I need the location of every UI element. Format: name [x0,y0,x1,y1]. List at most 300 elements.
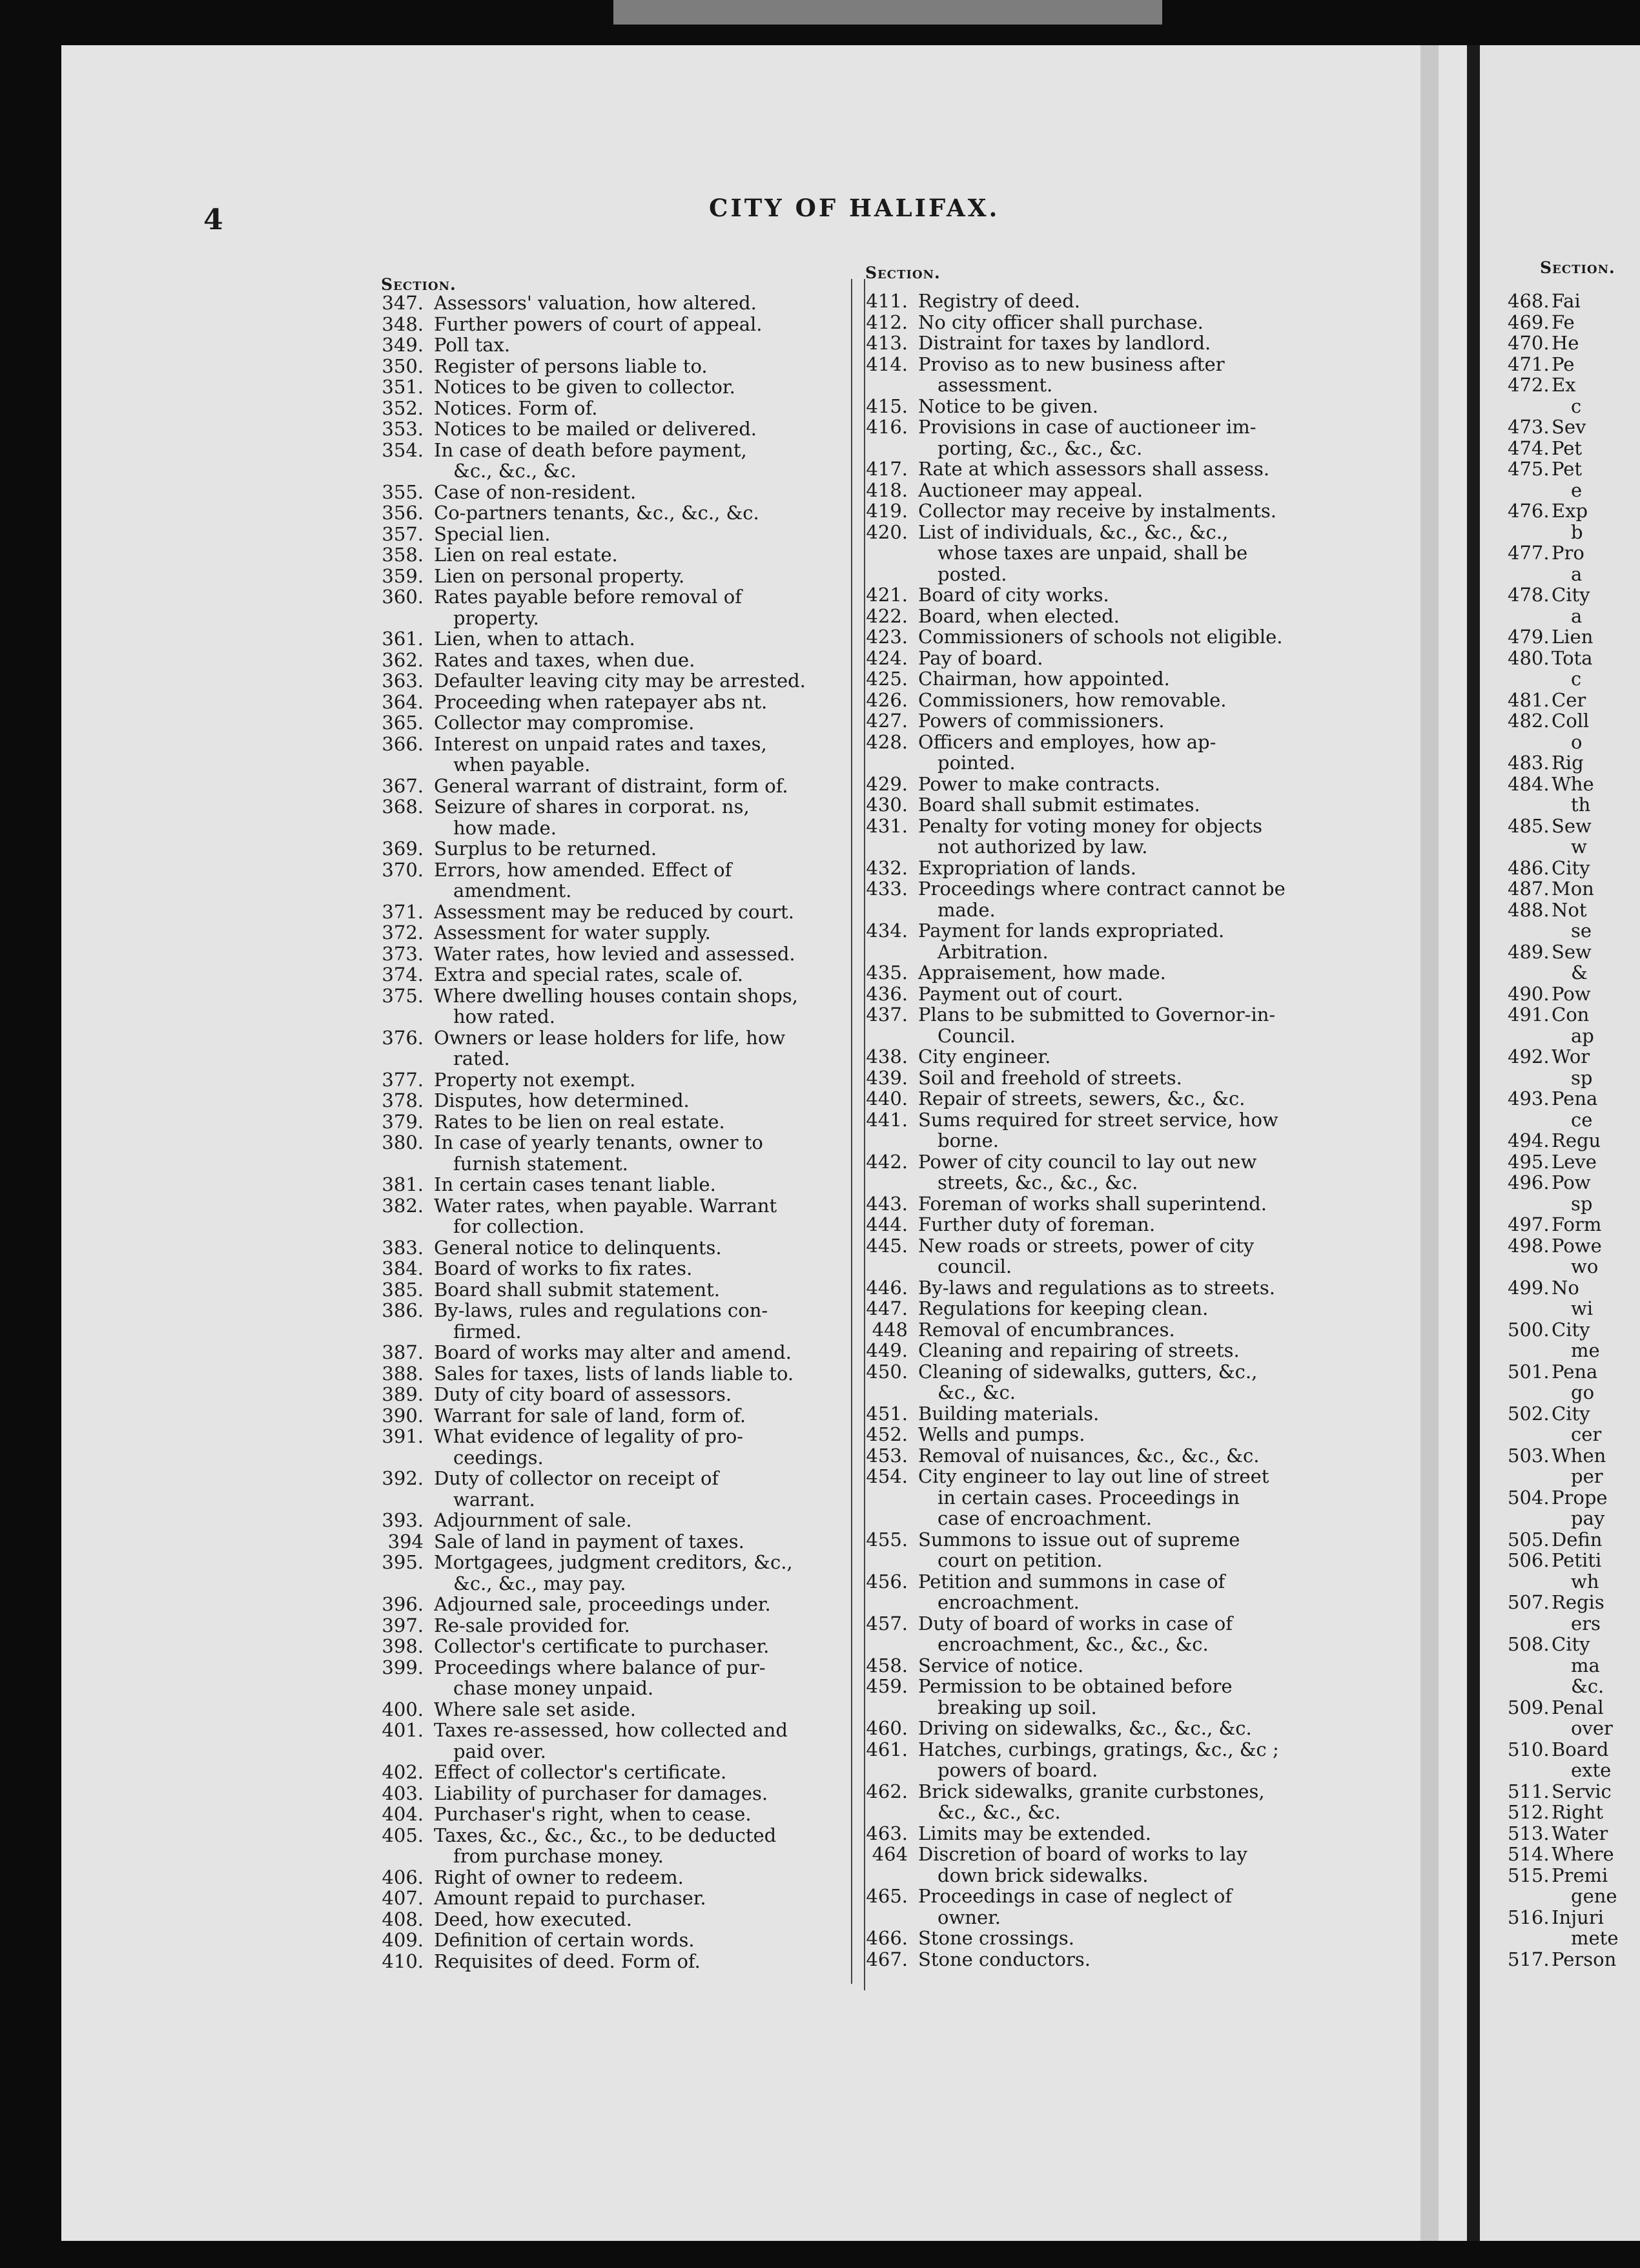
section-title-line: Cleaning and repairing of streets. [918,1340,1240,1361]
section-title-line: Premi [1552,1864,1608,1886]
section-title-line: Proceedings where contract cannot be [918,878,1286,900]
section-entry [1508,1130,1640,1151]
section-entry [1508,1214,1640,1235]
section-title [918,333,1346,354]
section-title [434,440,862,482]
section-entry [865,1466,1346,1529]
section-entry [381,398,862,419]
section-entry [1508,1550,1640,1592]
section-title-line: Leve [1552,1151,1597,1172]
section-entry [1508,626,1640,648]
section-title-line: Discretion of board of works to lay [918,1844,1247,1865]
section-number: 490. [1508,982,1550,1005]
section-title [1552,354,1640,375]
section-entry [865,920,1346,962]
section-title [1552,878,1640,900]
section-entry [381,1951,862,1972]
section-number: 393. [382,1509,424,1531]
section-entry [381,1426,862,1468]
section-title-line: Co-partners tenants, &c., &c., &c. [434,502,759,524]
section-title-line: City [1552,857,1590,878]
section-title [434,670,862,692]
section-title-continuation: over [1571,1717,1613,1739]
section-number: 408. [382,1908,424,1930]
section-entry [381,1300,862,1342]
section-title-line: What evidence of legality of pro- [434,1426,744,1447]
section-title [434,1531,862,1552]
section-entry [865,1319,1346,1341]
section-title [918,606,1346,627]
section-number: 350. [382,355,424,377]
section-title-line: Service of notice. [918,1655,1084,1676]
section-title [918,1004,1346,1046]
section-number: 359. [382,564,424,587]
section-number: 388. [382,1362,424,1385]
section-number: 419. [866,500,908,522]
section-number: 354. [382,438,424,461]
section-title-line: Appraisement, how made. [918,962,1166,984]
section-number: 414. [866,353,908,375]
section-number: 381. [382,1173,424,1195]
section-title-line: Exp [1552,500,1588,522]
section-title [434,1090,862,1111]
section-title [434,1594,862,1615]
section-title-line: Plans to be submitted to Governor-in- [918,1004,1276,1026]
section-title [918,522,1346,585]
section-title [918,1046,1346,1067]
section-entry [1508,1949,1640,1970]
section-title [918,816,1346,858]
section-title [434,482,862,503]
section-entry [381,1342,862,1363]
section-title [918,1844,1346,1886]
section-number: 478. [1508,584,1550,606]
section-title [1552,459,1640,500]
section-title [918,984,1346,1005]
section-number: 357. [382,522,424,545]
section-title [434,1825,862,1867]
section-title [918,668,1346,690]
section-entry [1508,1004,1640,1046]
section-title [434,1174,862,1195]
section-title-line: Mortgagees, judgment creditors, &c., [434,1552,793,1573]
section-entry [865,1739,1346,1781]
section-title-continuation: rated. [453,1047,510,1069]
section-entry [381,712,862,734]
section-entry [381,586,862,628]
section-title-line: Rates payable before removal of [434,586,742,608]
section-entry [1508,752,1640,774]
section-title [918,962,1346,984]
section-number: 365. [382,712,424,734]
section-title [918,291,1346,312]
section-title [434,1384,862,1405]
section-entry [865,354,1346,396]
section-number: 481. [1508,688,1550,711]
section-entry [381,1699,862,1720]
section-title [1552,1487,1640,1529]
section-title-continuation: &c., &c., may pay. [453,1572,626,1594]
section-number: 491. [1508,1004,1550,1026]
section-entry [1508,858,1640,879]
section-number: 432. [866,856,908,879]
section-title-line: Sew [1552,815,1592,837]
section-title-line: Case of non-resident. [434,481,637,502]
section-title-line: Ex [1552,375,1576,396]
section-number: 473. [1508,416,1550,438]
section-entry [381,1720,862,1762]
section-number: 424. [866,646,908,669]
section-title-line: Powers of commissioners. [918,710,1165,732]
section-title-continuation: pay [1571,1507,1605,1529]
section-title-line: General warrant of distraint, form of. [434,775,788,796]
section-entry [865,1046,1346,1067]
section-entry [865,1529,1346,1571]
section-title-continuation: c [1571,395,1582,417]
section-title-line: City engineer to lay out line of street [918,1466,1269,1487]
section-number: 462. [866,1780,908,1802]
section-title [1552,1592,1640,1634]
section-number: 403. [382,1782,424,1804]
section-title [918,1109,1346,1151]
section-title [918,312,1346,333]
section-title-line: General notice to delinquents. [434,1237,722,1258]
section-title-line: Board, when elected. [918,605,1120,626]
section-title-line: When [1552,1445,1606,1467]
section-number: 436. [866,982,908,1005]
section-title-line: Fai [1552,291,1581,312]
section-number: 452. [866,1423,908,1445]
section-entry [1508,1277,1640,1319]
section-entry [381,1594,862,1615]
section-title [1552,542,1640,584]
section-title [918,920,1346,962]
section-title-line: City [1552,1634,1590,1655]
section-title [918,1151,1346,1193]
section-title-continuation: &c. [1571,1675,1604,1697]
section-entry [381,524,862,545]
section-entry [1508,816,1640,858]
section-title-continuation: go [1571,1381,1595,1403]
section-title [434,1300,862,1342]
section-number: 363. [382,670,424,692]
section-number: 397. [382,1614,424,1636]
section-title [434,1342,862,1363]
section-title-line: City [1552,1319,1590,1341]
section-number: 443. [866,1192,908,1215]
section-title [434,376,862,398]
section-number: 503. [1508,1444,1550,1467]
section-title [1552,333,1640,354]
section-number: 505. [1508,1528,1550,1551]
section-number: 444. [866,1213,908,1235]
section-number: 488. [1508,898,1550,921]
section-title [1552,690,1640,711]
section-entry [381,1531,862,1552]
section-entry [1508,1046,1640,1088]
section-title-continuation: ap [1571,1024,1594,1046]
section-entry [865,710,1346,732]
section-title-line: Surplus to be returned. [434,838,657,860]
section-number: 372. [382,922,424,943]
section-title-line: Payment for lands expropriated. [918,920,1225,942]
section-title-line: Notices to be mailed or delivered. [434,418,757,440]
section-title-line: Assessors' valuation, how altered. [434,293,757,314]
section-number: 502. [1508,1402,1550,1425]
section-title-line: Definition of certain words. [434,1930,695,1951]
section-title-line: Brick sidewalks, granite curbstones, [918,1780,1265,1802]
section-title-line: Assessment may be reduced by court. [434,901,794,922]
section-entry [865,1109,1346,1151]
section-number: 487. [1508,878,1550,900]
section-entry [865,500,1346,522]
page-edge [1420,45,1439,2241]
section-title-line: Petiti [1552,1550,1602,1571]
section-entry [865,312,1346,333]
section-title [918,1529,1346,1571]
section-entry [1508,1907,1640,1949]
section-title-line: Right of owner to redeem. [434,1866,684,1888]
section-number: 396. [382,1593,424,1615]
section-title-line: Errors, how amended. Effect of [434,859,732,881]
section-title-line: In case of death before payment, [434,439,747,461]
section-entry [1508,1634,1640,1697]
section-title [434,1258,862,1279]
section-entry [381,482,862,503]
section-title-line: Collector may compromise. [434,712,695,734]
section-title [434,1867,862,1888]
section-title-continuation: a [1571,604,1583,626]
top-dark-strip [613,0,1162,25]
section-entry [381,1069,862,1091]
section-title-line: Injuri [1552,1906,1604,1928]
section-title [918,858,1346,879]
section-title-continuation: chase money unpaid. [453,1677,654,1699]
section-title-line: City [1552,584,1590,606]
section-title-line: Lien on personal property. [434,565,685,586]
section-number: 464 [872,1843,908,1865]
section-entry [1508,1172,1640,1214]
section-title [1552,312,1640,333]
section-entry [381,1237,862,1259]
section-entry [1508,333,1640,354]
section-entry [1508,1865,1640,1907]
section-entry [381,902,862,923]
section-title [434,566,862,587]
section-entry [1508,1781,1640,1802]
section-entry [865,816,1346,858]
section-number: 468. [1508,290,1550,312]
section-title [434,398,862,419]
section-title [434,964,862,985]
section-title [434,335,862,356]
section-entry [865,291,1346,312]
section-title-continuation: wo [1571,1255,1599,1277]
section-title [434,1930,862,1951]
section-title [918,354,1346,396]
section-title-line: Fe [1552,311,1575,333]
section-title-line: Commissioners, how removable. [918,689,1227,710]
section-title-continuation: & [1571,962,1588,984]
section-title-continuation: cer [1571,1423,1602,1445]
section-entry [865,1151,1346,1193]
section-title-continuation: ers [1571,1612,1601,1634]
section-number: 447. [866,1297,908,1319]
section-entry [381,1111,862,1133]
section-title-line: Rates to be lien on real estate. [434,1111,725,1132]
section-title [1552,984,1640,1005]
section-title-line: Defin [1552,1529,1603,1550]
section-entry [381,1909,862,1930]
section-entry [1508,690,1640,711]
section-entry [381,1384,862,1405]
section-title-line: Proviso as to new business after [918,353,1225,375]
section-number: 358. [382,544,424,566]
section-title-line: Sew [1552,941,1592,963]
section-title [918,710,1346,732]
section-title [434,1195,862,1237]
section-title-continuation: b [1571,521,1583,542]
section-number: 484. [1508,772,1550,795]
section-number: 374. [382,964,424,985]
section-number: 371. [382,900,424,923]
section-title-continuation: whose taxes are unpaid, shall be [938,542,1248,564]
section-title [434,838,862,860]
section-number: 392. [382,1467,424,1489]
section-entry [381,1195,862,1237]
section-title-line: He [1552,333,1579,354]
section-title-line: List of individuals, &c., &c., &c., [918,521,1229,543]
section-entry [865,774,1346,795]
section-title [918,1928,1346,1949]
section-title-line: Provisions in case of auctioneer im- [918,417,1256,438]
section-entry [865,626,1346,648]
section-entry [381,776,862,797]
section-title [1552,774,1640,816]
section-title-line: Further duty of foreman. [918,1214,1156,1235]
section-title-line: Pena [1552,1088,1598,1109]
section-number: 439. [866,1066,908,1089]
section-number: 500. [1508,1318,1550,1341]
section-number: 469. [1508,311,1550,333]
section-number: 377. [382,1068,424,1091]
section-number: 428. [866,730,908,753]
section-title [1552,1319,1640,1361]
section-number: 379. [382,1110,424,1133]
section-title [1552,752,1640,774]
section-title-line: Rate at which assessors shall assess. [918,459,1270,480]
section-number: 499. [1508,1276,1550,1299]
section-title [434,902,862,923]
section-title-line: Whe [1552,773,1594,795]
section-title-line: Disputes, how determined. [434,1090,690,1111]
section-title-line: Auctioneer may appeal. [918,479,1143,500]
section-title-continuation: from purchase money. [453,1845,664,1867]
section-number: 391. [382,1425,424,1447]
section-title-line: Adjournment of sale. [434,1510,632,1531]
section-title [1552,1361,1640,1403]
section-entry [865,984,1346,1005]
section-title-line: Lien on real estate. [434,544,618,566]
section-number: 407. [382,1887,424,1909]
section-number: 376. [382,1026,424,1049]
section-title-line: Power to make contracts. [918,773,1161,794]
section-number: 467. [866,1948,908,1970]
section-number: 492. [1508,1046,1550,1067]
section-title-line: Board [1552,1738,1609,1760]
section-title [1552,626,1640,648]
section-entry [1508,375,1640,417]
section-entry [381,860,862,902]
section-title [1552,900,1640,942]
section-title [1552,1214,1640,1235]
section-entry [865,1088,1346,1109]
section-number: 466. [866,1927,908,1949]
section-title-line: Extra and special rates, scale of. [434,964,743,985]
section-number: 418. [866,479,908,501]
section-entry [1508,900,1640,942]
section-entry [1508,1319,1640,1361]
section-title-line: Lien, when to attach. [434,628,635,650]
section-title-continuation: powers of board. [938,1759,1098,1781]
section-title-line: Proceedings in case of neglect of [918,1886,1233,1907]
section-title [434,1237,862,1259]
section-number: 384. [382,1257,424,1279]
section-number: 383. [382,1236,424,1259]
section-number: 382. [382,1194,424,1217]
section-number: 517. [1508,1948,1550,1970]
section-title-line: Warrant for sale of land, form of. [434,1405,746,1426]
section-title-line: Penal [1552,1696,1604,1718]
section-number: 413. [866,332,908,354]
section-title-line: Register of persons liable to. [434,355,708,376]
section-number: 417. [866,458,908,480]
section-entry [381,964,862,985]
section-title [434,1783,862,1804]
section-number: 390. [382,1404,424,1427]
section-entry [865,606,1346,627]
section-number: 474. [1508,437,1550,459]
section-entry [381,1405,862,1427]
section-title [1552,1445,1640,1487]
section-entry [381,1468,862,1510]
section-number: 465. [866,1885,908,1907]
section-title [918,1886,1346,1928]
section-title-line: Pet [1552,437,1583,459]
section-title [1552,1403,1640,1445]
section-number: 446. [866,1276,908,1299]
section-title-line: Board of works may alter and amend. [434,1342,792,1363]
section-entry [381,1783,862,1804]
section-entry [865,1424,1346,1445]
section-title-continuation: c [1571,668,1582,690]
section-title [918,1193,1346,1215]
section-number: 420. [866,521,908,543]
section-entry [381,1027,862,1069]
section-number: 453. [866,1444,908,1467]
section-number: 515. [1508,1864,1550,1886]
section-number: 513. [1508,1822,1550,1844]
section-entry [1508,542,1640,584]
section-number: 455. [866,1528,908,1551]
section-number: 508. [1508,1633,1550,1655]
section-entry [865,459,1346,480]
section-number: 450. [866,1360,908,1383]
section-title-line: Notices. Form of. [434,397,598,418]
section-title [1552,1130,1640,1151]
section-title-continuation: wi [1571,1297,1594,1319]
section-number: 375. [382,984,424,1007]
